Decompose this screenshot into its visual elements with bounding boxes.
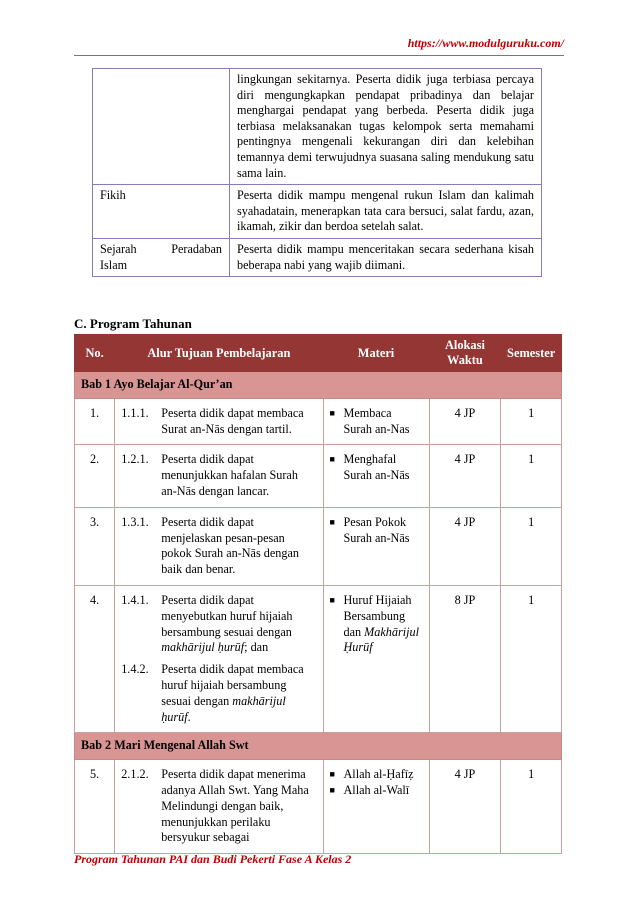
atp-text: Peserta didik dapat menjelaskan pesan-pesan pokok Surah an-Nās dengan baik dan benar.	[161, 514, 299, 577]
materi-text-italic: Makhārijul Ḥurūf	[343, 624, 419, 655]
materi-cell	[323, 760, 429, 854]
description-cell: Peserta didik mampu mengenal rukun Islam dan kalimah syahadatain, menerapkan tata cara bersuci, salat fardu, azan, ikamah, zikir dan berdoa setelah salat.	[230, 185, 542, 239]
square-bullet-icon: ■	[329, 516, 335, 527]
atp-item	[121, 662, 316, 725]
square-bullet-icon: ■	[329, 454, 335, 465]
square-bullet-icon: ■	[329, 594, 335, 605]
list-item	[330, 783, 423, 799]
table-row	[93, 185, 542, 239]
materi-text: Allah al-Ḥafīẓ	[343, 767, 414, 782]
table-row	[75, 398, 562, 445]
list-item	[330, 406, 423, 438]
program-tahunan-table	[74, 334, 562, 854]
materi-text: Pesan Pokok Surah an-Nās	[343, 514, 410, 545]
semester-cell: 1	[501, 445, 562, 507]
materi-text: Allah al-Walī	[343, 782, 410, 797]
list-item	[330, 767, 423, 783]
chapter-title: Bab 1 Ayo Belajar Al-Qur’an	[75, 372, 562, 399]
subject-cell	[93, 69, 230, 185]
semester-cell: 1	[501, 585, 562, 732]
atp-text: Peserta didik dapat membaca Surat an-Nās dengan tartil.	[161, 405, 304, 436]
description-cell: Peserta didik mampu menceritakan secara sederhana kisah beberapa nabi yang wajib diimani.	[230, 238, 542, 276]
chapter-row	[75, 733, 562, 760]
materi-cell	[323, 585, 429, 732]
atp-item	[121, 406, 316, 438]
header-semester: Semester	[501, 335, 562, 372]
subject-line: Islam	[100, 257, 128, 272]
atp-cell	[115, 445, 323, 507]
alokasi-cell: 4 JP	[429, 507, 501, 585]
atp-cell	[115, 585, 323, 732]
atp-text	[161, 593, 316, 656]
atp-text: Peserta didik dapat menerima adanya Allah Swt. Yang Maha Melindungi dengan baik, menunjukkan perilaku bersyukur sebagai	[161, 767, 309, 845]
subject-line: Sejarah Peradaban	[100, 241, 222, 256]
header-atp: Alur Tujuan Pembelajaran	[115, 335, 323, 372]
atp-cell	[115, 760, 323, 854]
square-bullet-icon: ■	[329, 784, 335, 795]
atp-code: 1.1.1.	[121, 405, 149, 420]
list-item	[330, 452, 423, 484]
table-row	[93, 238, 542, 276]
atp-item	[121, 452, 316, 499]
table-row	[75, 585, 562, 732]
materi-text-part: Huruf Hijaiah Bersambung dan	[343, 592, 412, 639]
row-number: 3.	[75, 507, 115, 585]
list-item	[330, 593, 423, 656]
subject-cell: Fikih	[93, 185, 230, 239]
header-url[interactable]: https://www.modulguruku.com/	[407, 36, 564, 50]
alokasi-cell: 8 JP	[429, 585, 501, 732]
square-bullet-icon: ■	[329, 407, 335, 418]
atp-item	[121, 515, 316, 578]
atp-text-part: Peserta didik dapat membaca huruf hijaiah bersambung sesuai dengan	[161, 662, 304, 708]
square-bullet-icon: ■	[329, 769, 335, 780]
atp-text-part: ; dan	[244, 640, 269, 655]
atp-cell	[115, 507, 323, 585]
header-alokasi: Alokasi Waktu	[429, 335, 501, 372]
materi-text: Menghafal Surah an-Nās	[343, 452, 410, 483]
atp-item	[121, 767, 316, 846]
row-number: 4.	[75, 585, 115, 732]
row-number: 5.	[75, 760, 115, 854]
chapter-row	[75, 372, 562, 399]
materi-cell	[323, 398, 429, 445]
atp-text	[161, 662, 316, 725]
atp-code: 1.3.1.	[121, 514, 149, 529]
table-row	[75, 507, 562, 585]
atp-item	[121, 593, 316, 656]
subject-cell	[93, 238, 230, 276]
semester-cell: 1	[501, 507, 562, 585]
table-row	[75, 445, 562, 507]
atp-text-italic: makhārijul ḥurūf	[161, 640, 245, 655]
atp-text-part: Peserta didik dapat menyebutkan huruf hijaiah bersambung sesuai dengan	[161, 592, 293, 639]
capaian-table	[92, 68, 542, 277]
table-row	[75, 760, 562, 854]
semester-cell: 1	[501, 398, 562, 445]
materi-text	[344, 593, 423, 656]
header-divider	[74, 55, 564, 56]
alokasi-cell: 4 JP	[429, 760, 501, 854]
atp-code: 1.4.1.	[121, 592, 149, 607]
atp-code: 2.1.2.	[121, 767, 149, 782]
table-header-row	[75, 335, 562, 372]
materi-text: Membaca Surah an-Nas	[343, 405, 410, 436]
atp-code: 1.2.1.	[121, 452, 149, 467]
atp-text-part: .	[187, 709, 191, 724]
header-no: No.	[75, 335, 115, 372]
list-item	[330, 515, 423, 547]
atp-text-italic: makhārijul ḥurūf	[161, 693, 286, 724]
row-number: 1.	[75, 398, 115, 445]
alokasi-cell: 4 JP	[429, 398, 501, 445]
section-title: C. Program Tahunan	[74, 316, 192, 331]
materi-cell	[323, 445, 429, 507]
row-number: 2.	[75, 445, 115, 507]
description-cell: lingkungan sekitarnya. Peserta didik juga terbiasa percaya diri mengungkapkan pendapat pribadinya dan belajar menghargai pendapat yang berbeda. Peserta didik juga terbiasa melaksanakan tugas kelompok serta memahami pentingnya mengenali kekurangan diri dan kelebihan temannya demi terwujudnya suasana saling mendukung satu sama lain.	[230, 69, 542, 185]
atp-cell	[115, 398, 323, 445]
alokasi-cell: 4 JP	[429, 445, 501, 507]
semester-cell: 1	[501, 760, 562, 854]
atp-text: Peserta didik dapat menunjukkan hafalan Surah an-Nās dengan lancar.	[161, 452, 298, 498]
materi-cell	[323, 507, 429, 585]
atp-code: 1.4.2.	[121, 662, 149, 677]
footer-title: Program Tahunan PAI dan Budi Pekerti Fase A Kelas 2	[74, 852, 352, 866]
table-row	[93, 69, 542, 185]
chapter-title: Bab 2 Mari Mengenal Allah Swt	[75, 733, 562, 760]
header-materi: Materi	[323, 335, 429, 372]
